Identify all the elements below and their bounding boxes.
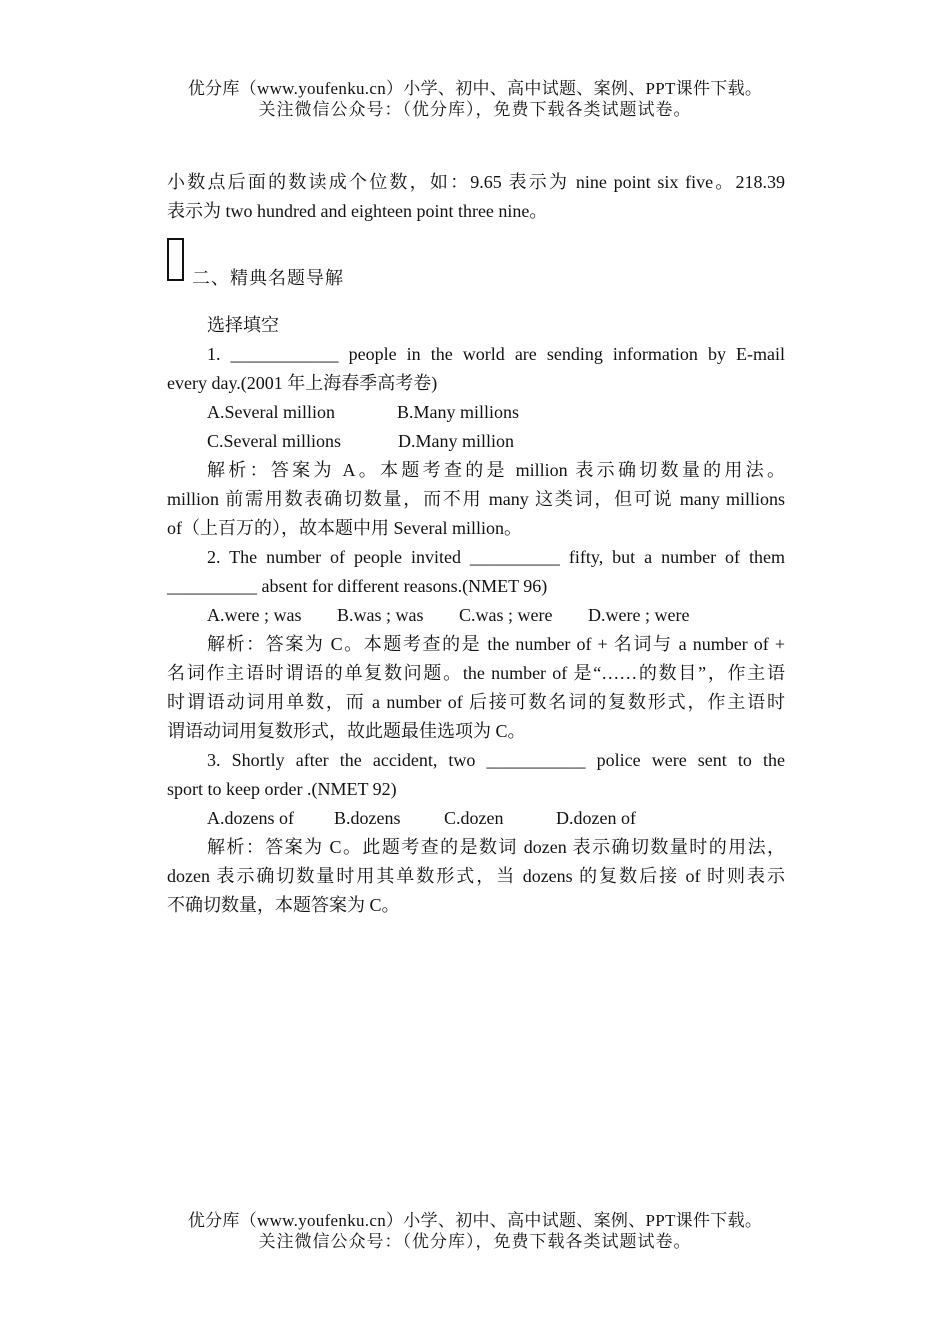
footer-line-1: 优分库（www.youfenku.cn）小学、初中、高中试题、案例、PPT课件下载。 bbox=[187, 1211, 763, 1230]
q3-option-a: A.dozens of bbox=[207, 808, 294, 828]
section-title: 二、精典名题导解 bbox=[192, 268, 344, 288]
q3-analysis-line-1: 解析：答案为 C。此题考查的是数词 dozen 表示确切数量时的用法， bbox=[207, 837, 785, 857]
q1-option-d: D.Many million bbox=[398, 431, 514, 451]
q3-analysis-line-3: 不确切数量，本题答案为 C。 bbox=[167, 895, 400, 915]
q2-options-row bbox=[167, 601, 785, 630]
q3-analysis-line-2: dozen 表示确切数量时用其单数形式，当 dozens 的复数后接 of 时则表示 bbox=[167, 866, 785, 886]
q1-option-b: B.Many millions bbox=[397, 402, 520, 422]
q1-stem-line-1: 1. ____________ people in the world are sending information by E-mail bbox=[207, 344, 785, 364]
questions-heading: 选择填空 bbox=[207, 315, 279, 335]
q1-option-a: A.Several million bbox=[207, 402, 335, 422]
q1-options-row-2 bbox=[167, 427, 785, 456]
q2-option-d: D.were ; were bbox=[588, 605, 690, 625]
empty-box-icon bbox=[167, 238, 184, 281]
q2-option-a: A.were ; was bbox=[207, 605, 302, 625]
q1-analysis-line-1: 解析：答案为 A。本题考查的是 million 表示确切数量的用法。 bbox=[207, 460, 785, 480]
q3-stem-line-2: sport to keep order .(NMET 92) bbox=[167, 779, 397, 799]
q2-analysis-line-4: 谓语动词用复数形式，故此题最佳选项为 C。 bbox=[167, 721, 526, 741]
header-line-1: 优分库（www.youfenku.cn）小学、初中、高中试题、案例、PPT课件下载。 bbox=[187, 79, 763, 98]
q1-options-row-1 bbox=[167, 398, 785, 427]
questions-block bbox=[167, 311, 785, 920]
q3-option-c: C.dozen bbox=[444, 808, 504, 828]
page-footer bbox=[0, 1210, 950, 1252]
q1-analysis-line-3: of（上百万的），故本题中用 Several million。 bbox=[167, 518, 522, 538]
q2-stem-line-2: __________ absent for different reasons.(NMET 96) bbox=[167, 576, 548, 596]
q1-analysis-line-2: million 前需用数表确切数量，而不用 many 这类词，但可说 many millions bbox=[167, 489, 785, 509]
q2-option-b: B.was ; was bbox=[337, 605, 424, 625]
intro-line-2: 表示为 two hundred and eighteen point three nine。 bbox=[167, 201, 548, 221]
q3-options-row bbox=[167, 804, 785, 833]
q2-analysis-line-3: 时谓语动词用单数，而 a number of 后接可数名词的复数形式，作主语时 bbox=[167, 692, 785, 712]
q3-option-b: B.dozens bbox=[334, 808, 401, 828]
q1-option-c: C.Several millions bbox=[207, 431, 341, 451]
q2-stem-line-1: 2. The number of people invited __________ fifty, but a number of them bbox=[207, 547, 785, 567]
q2-analysis-line-1: 解析：答案为 C。本题考查的是 the number of + 名词与 a number of + bbox=[207, 634, 785, 654]
page-header bbox=[0, 78, 950, 120]
q3-stem-line-1: 3. Shortly after the accident, two ___________ police were sent to the bbox=[207, 750, 785, 770]
intro-line-1: 小数点后面的数读成个位数，如：9.65 表示为 nine point six five。218.39 bbox=[167, 172, 785, 192]
q2-analysis-line-2: 名词作主语时谓语的单复数问题。the number of 是“……的数目”，作主语 bbox=[167, 663, 785, 683]
header-line-2: 关注微信公众号：（优分库），免费下载各类试题试卷。 bbox=[258, 100, 692, 119]
q1-stem-line-2: every day.(2001 年上海春季高考卷) bbox=[167, 373, 438, 393]
intro-paragraph bbox=[167, 168, 785, 226]
footer-line-2: 关注微信公众号：（优分库），免费下载各类试题试卷。 bbox=[258, 1232, 692, 1251]
q3-option-d: D.dozen of bbox=[556, 808, 636, 828]
q2-option-c: C.was ; were bbox=[459, 605, 553, 625]
